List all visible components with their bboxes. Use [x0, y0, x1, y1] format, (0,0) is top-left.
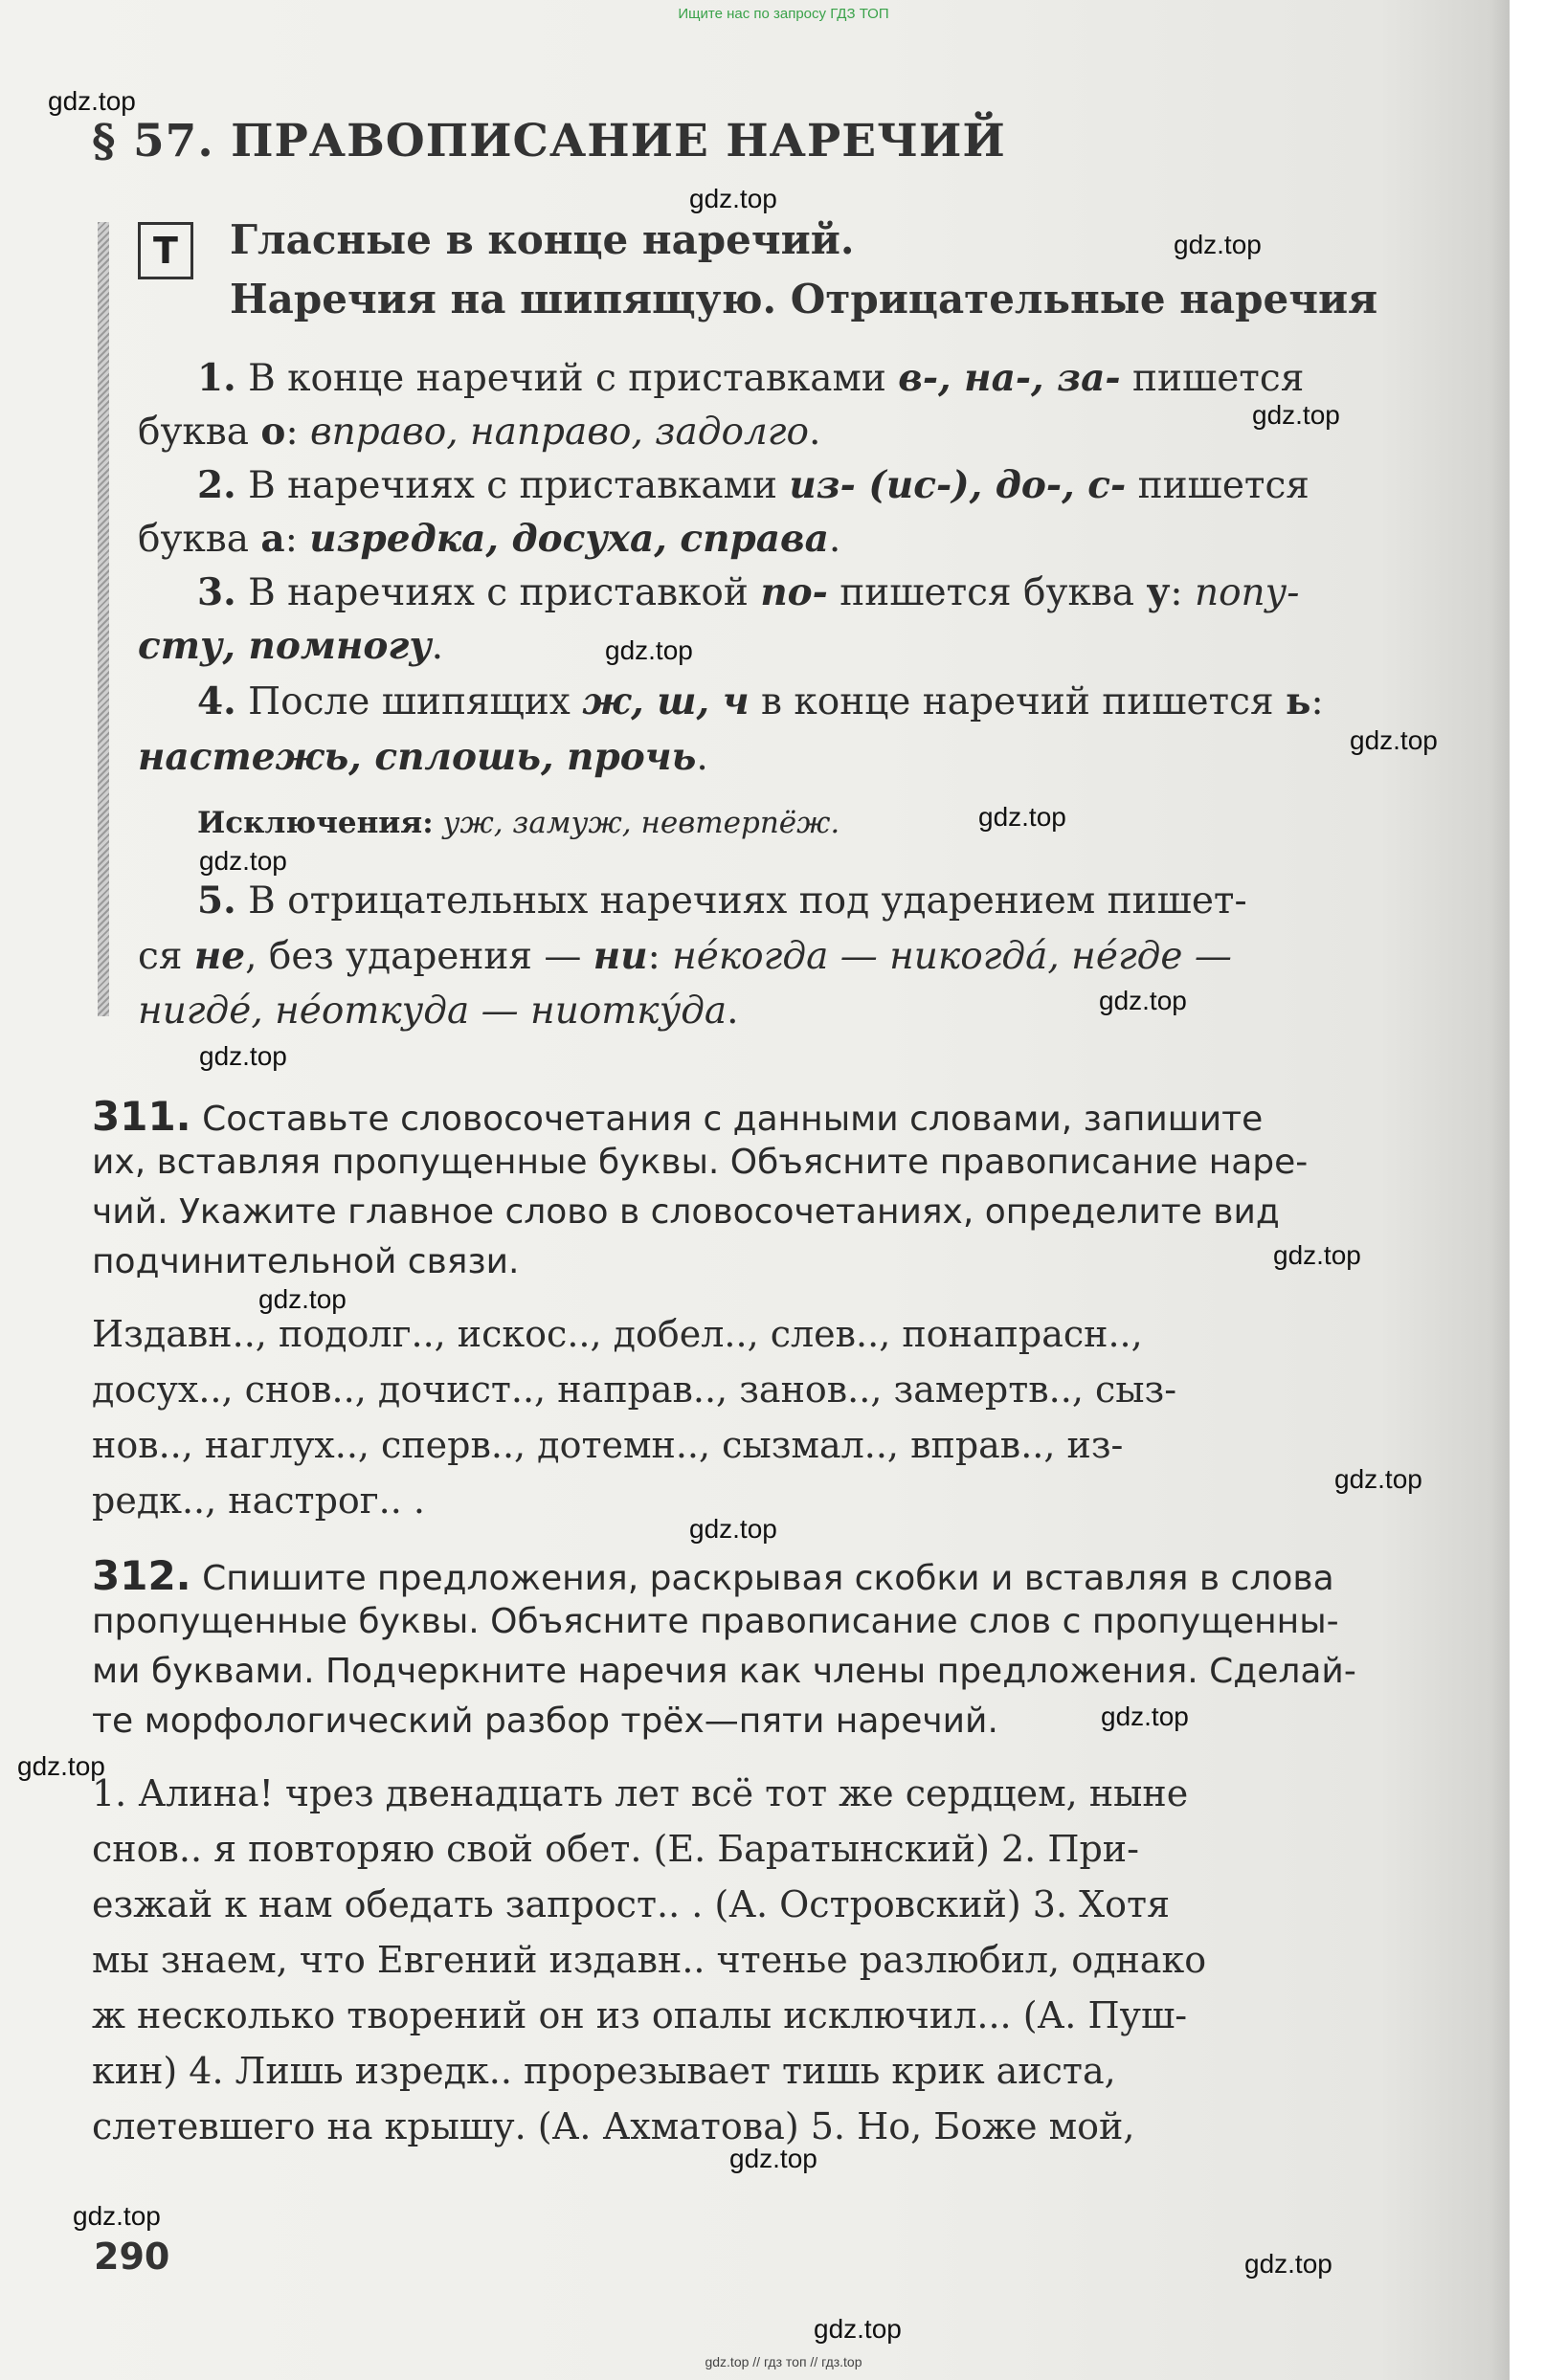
section-title: § 57. ПРАВОПИСАНИЕ НАРЕЧИЙ [92, 115, 1006, 167]
task-312-sentence-line6: кин) 4. Лишь изредк.. прорезывает тишь крик аиста, [92, 2050, 1116, 2092]
task-311-line1: 311. Составьте словосочетания с данными словами, запишите [92, 1093, 1264, 1140]
watermark-text: gdz.top [1273, 1240, 1361, 1270]
watermark-text: gdz.top [1174, 230, 1262, 259]
task-311-number: 311. [92, 1093, 191, 1140]
rule-5-line1: 5. В отрицательных наречиях под ударением пишет- [197, 879, 1247, 923]
task-311-line4: подчинительной связи. [92, 1242, 520, 1281]
rule-1-line1: 1. В конце наречий с приставками в-, на-, за- пишется [197, 356, 1305, 400]
theory-title-line1: Гласные в конце наречий. [230, 216, 855, 263]
watermark-bottom: gdz.top // гдз топ // гдз.top [705, 2354, 862, 2369]
theory-side-bar [98, 222, 109, 1016]
task-312-sentence-line7: слетевшего на крышу. (А. Ахматова) 5. Но, Боже мой, [92, 2105, 1135, 2147]
watermark-text: gdz.top [1244, 2249, 1332, 2279]
rule-1-line2: буква о: вправо, направо, задолго. [138, 410, 821, 454]
theory-title-line2: Наречия на шипящую. Отрицательные наречия [230, 276, 1378, 323]
watermark-text: gdz.top [978, 802, 1066, 832]
page-right-margin [1510, 0, 1567, 2380]
rule-3-line1: 3. В наречиях с приставкой по- пишется буква у: попу- [197, 570, 1300, 614]
watermark-text: gdz.top [258, 1284, 347, 1314]
task-312-sentence-line5: ж несколько творений он из опалы исключил... (А. Пуш- [92, 1994, 1188, 2036]
rule-4-line2: настежь, сплошь, прочь. [138, 735, 708, 779]
page-number: 290 [94, 2235, 170, 2278]
task-311-words-3: нов.., наглух.., сперв.., дотемн.., сызмал.., вправ.., из- [92, 1424, 1124, 1466]
watermark-text: gdz.top [199, 1041, 287, 1071]
task-312-line2: пропущенные буквы. Объясните правописание слов с пропущенны- [92, 1602, 1339, 1641]
watermark-text: gdz.top [1350, 725, 1438, 755]
task-312-sentence-line3: езжай к нам обедать запрост.. . (А. Островский) 3. Хотя [92, 1883, 1171, 1925]
task-312-sentence-line2: снов.. я повторяю свой обет. (Е. Баратынский) 2. При- [92, 1828, 1139, 1870]
watermark-top: Ищите нас по запросу ГДЗ ТОП [678, 6, 889, 22]
task-312-line1: 312. Спишите предложения, раскрывая скобки и вставляя в слова [92, 1552, 1334, 1599]
task-311-line2: их, вставляя пропущенные буквы. Объясните правописание наре- [92, 1143, 1309, 1182]
exceptions-line: Исключения: уж, замуж, невтерпёж. [197, 806, 840, 840]
task-311-line3: чий. Укажите главное слово в словосочетаниях, определите вид [92, 1192, 1280, 1232]
watermark-text: gdz.top [1334, 1464, 1422, 1494]
rule-4-line1: 4. После шипящих ж, ш, ч в конце наречий пишется ь: [197, 679, 1324, 723]
task-312-number: 312. [92, 1552, 191, 1599]
rule-2-line2: буква а: изредка, досуха, справа. [138, 517, 841, 561]
watermark-text: gdz.top [729, 2144, 817, 2173]
task-311-words-1: Издавн.., подолг.., искос.., добел.., слев.., понапрасн.., [92, 1313, 1143, 1355]
task-312-sentence-line4: мы знаем, что Евгений издавн.. чтенье разлюбил, однако [92, 1939, 1207, 1981]
task-311-words-4: редк.., настрог.. . [92, 1479, 425, 1522]
task-312-line3: ми буквами. Подчеркните наречия как члены предложения. Сделай- [92, 1652, 1356, 1691]
rule-5-line3: нигде́, не́откуда — ниотку́да. [138, 990, 739, 1033]
watermark-text: gdz.top [689, 184, 777, 213]
watermark-text: gdz.top [17, 1751, 105, 1781]
watermark-text: gdz.top [199, 846, 287, 876]
theory-badge: Т [138, 222, 193, 279]
task-311-words-2: досух.., снов.., дочист.., направ.., занов.., замертв.., сыз- [92, 1368, 1177, 1411]
rule-3-line2: сту, помногу. [138, 624, 444, 668]
task-312-sentence-line1: 1. Алина! чрез двенадцать лет всё тот же сердцем, ныне [92, 1772, 1189, 1814]
watermark-text: gdz.top [1099, 986, 1187, 1015]
watermark-text: gdz.top [73, 2201, 161, 2231]
watermark-text: gdz.top [814, 2314, 902, 2344]
task-312-line4: те морфологический разбор трёх—пяти наречий. [92, 1702, 998, 1741]
rule-2-line1: 2. В наречиях с приставками из- (ис-), до-, с- пишется [197, 463, 1310, 507]
watermark-text: gdz.top [605, 635, 693, 665]
watermark-text: gdz.top [48, 86, 136, 116]
watermark-text: gdz.top [689, 1514, 777, 1544]
watermark-text: gdz.top [1101, 1702, 1189, 1731]
rule-5-line2: ся не, без ударения — ни: не́когда — никогда́, не́где — [138, 934, 1232, 978]
watermark-text: gdz.top [1252, 400, 1340, 430]
